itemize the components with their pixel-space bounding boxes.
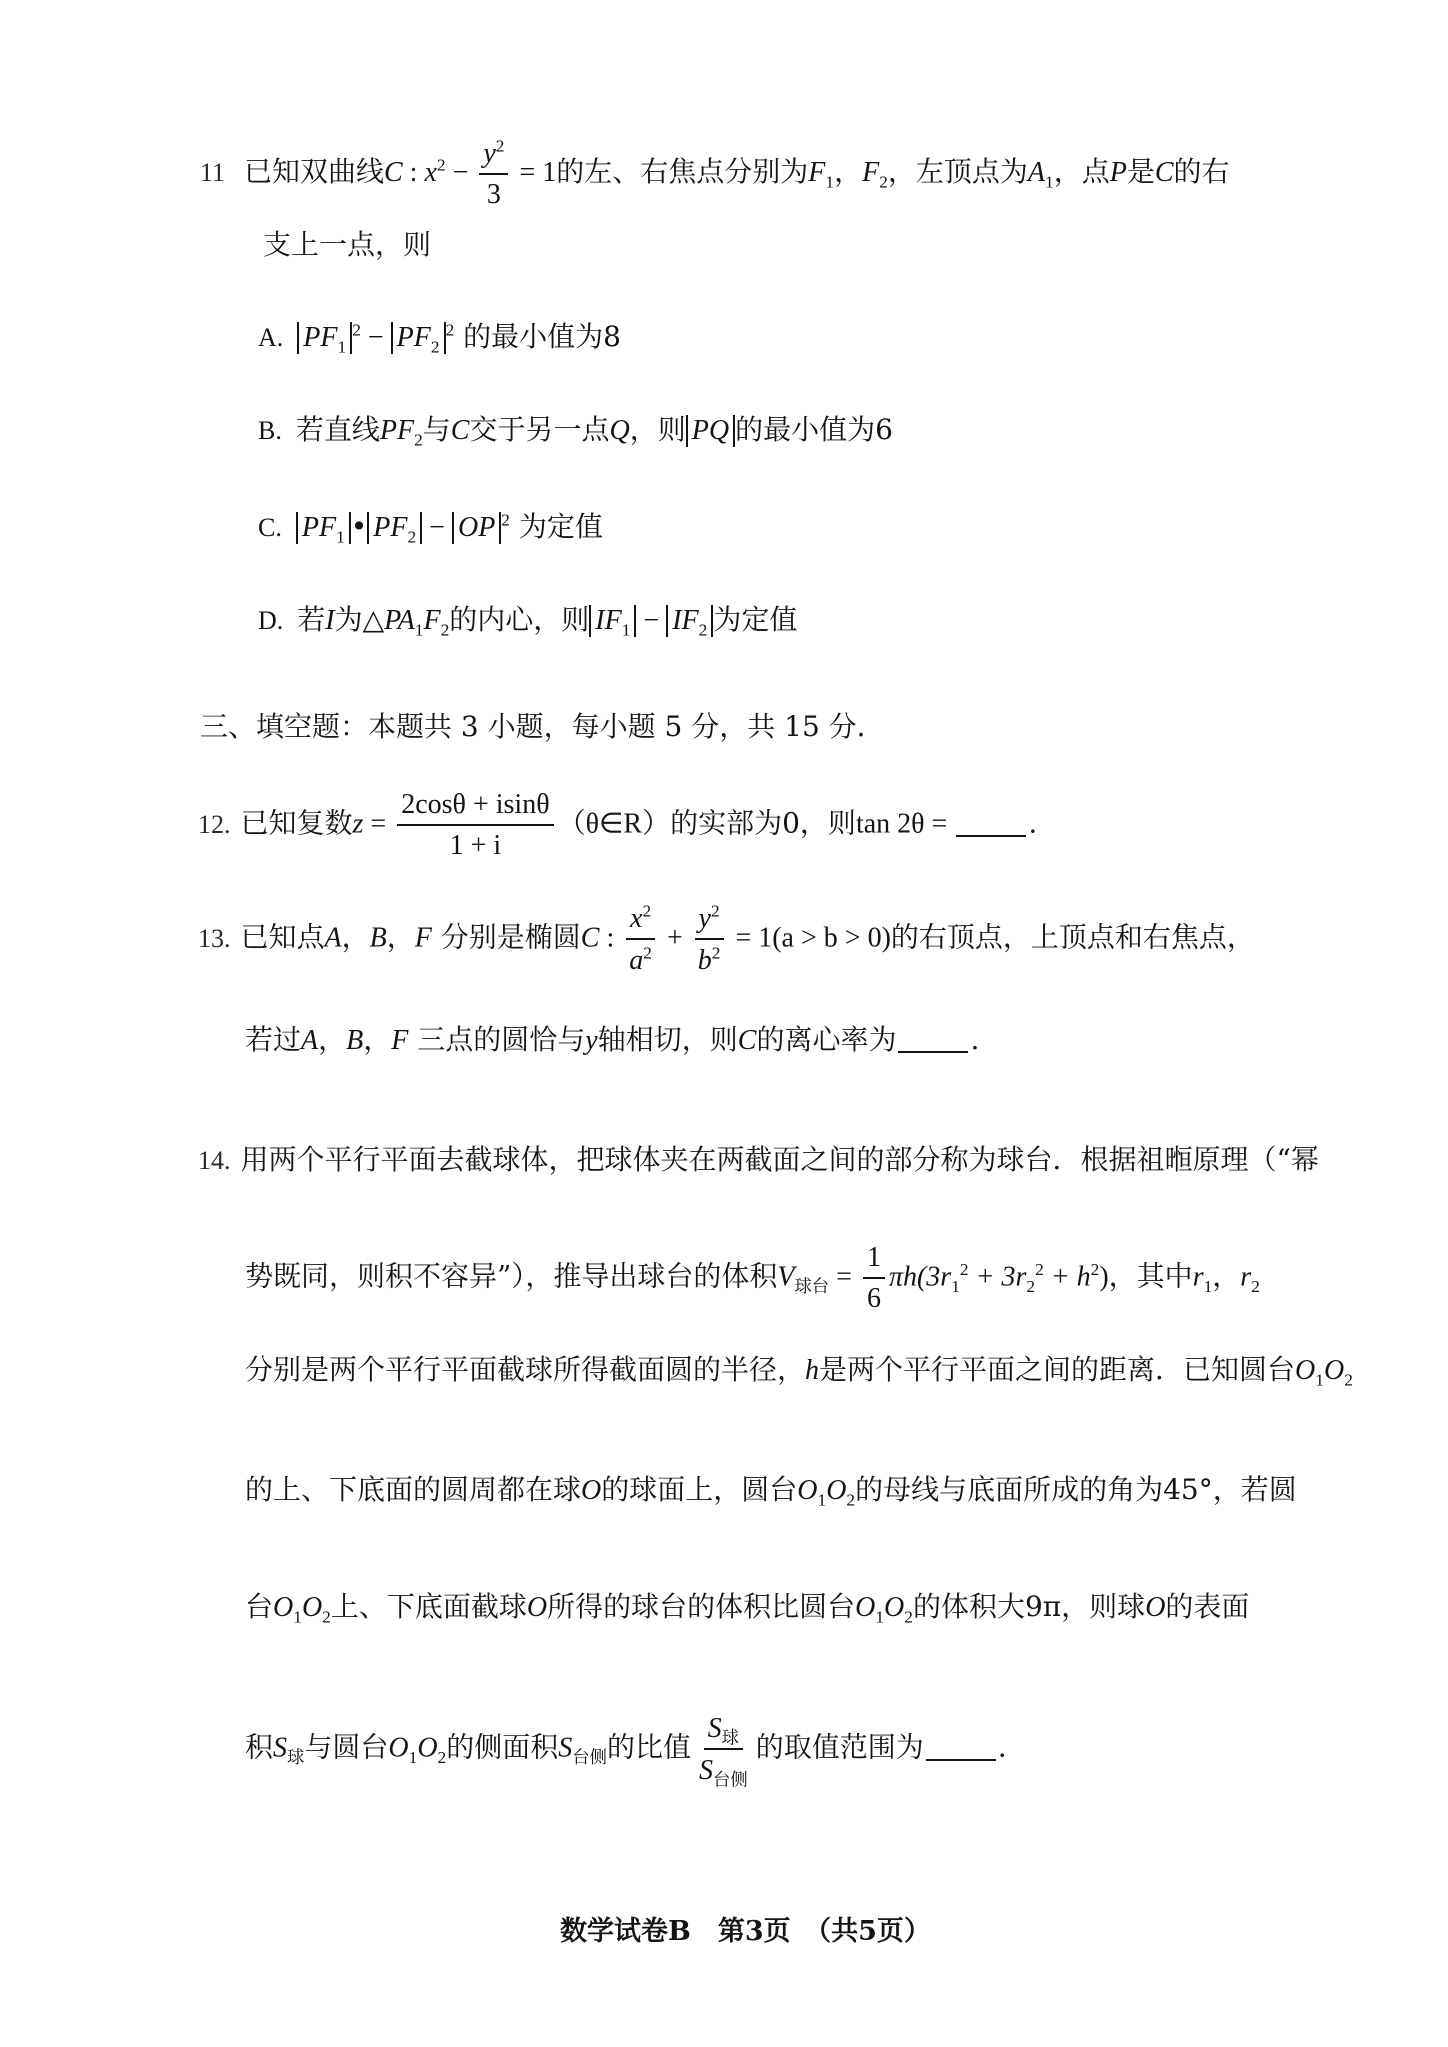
- math-condition: （θ∈R）: [557, 808, 671, 840]
- text: 的右: [1173, 155, 1230, 188]
- text: ，其中: [1108, 1259, 1193, 1293]
- math-expression: tan 2θ =: [855, 808, 955, 840]
- denominator: 3: [486, 179, 501, 210]
- math-symbol: +: [659, 922, 690, 954]
- math-var: O: [1295, 1355, 1316, 1386]
- math-var: C: [450, 415, 470, 446]
- text: 若: [297, 603, 326, 636]
- math-var: O: [797, 1475, 818, 1506]
- numerator: [704, 1710, 743, 1750]
- math-sub: 1: [336, 527, 345, 547]
- math-var: r: [1240, 1261, 1252, 1293]
- math-var: O: [855, 1592, 876, 1623]
- text: 与: [422, 413, 451, 446]
- q13-line2: [245, 1023, 979, 1058]
- text: 的左、右焦点分别为: [556, 155, 809, 188]
- math-sub: 2: [1251, 1277, 1260, 1297]
- math-var: O: [526, 1592, 548, 1623]
- math-sub: 2: [1026, 1277, 1036, 1297]
- text: 已知点: [240, 920, 325, 954]
- math-sup: 2: [352, 320, 361, 340]
- text: 的离心率为: [756, 1023, 897, 1056]
- text: 势既同，则积不容异”），推导出球台的体积: [245, 1259, 778, 1293]
- page-footer: [560, 1916, 931, 1948]
- math-symbol: =: [829, 1261, 859, 1293]
- math-sub: 1: [414, 620, 424, 640]
- abs: [367, 512, 422, 547]
- math-sub: 2: [322, 1607, 331, 1627]
- math-expression: = 1(a > b > 0): [728, 922, 891, 954]
- math-var: r: [1192, 1261, 1204, 1293]
- math-sub: 台侧: [712, 1770, 748, 1790]
- math-sup: 2: [436, 155, 446, 175]
- math-var: S: [273, 1732, 288, 1764]
- math-var: S: [707, 1713, 722, 1744]
- math-expression: + 3r: [968, 1261, 1027, 1293]
- text: 的比值: [606, 1730, 691, 1764]
- option-label: C.: [258, 513, 282, 542]
- math-sup: 2: [445, 320, 455, 340]
- math-var: PF: [301, 512, 337, 543]
- text: 为定值: [713, 603, 798, 636]
- math-sub: 1: [293, 1607, 302, 1627]
- q12: [198, 787, 1037, 863]
- text: 的侧面积: [446, 1730, 559, 1764]
- math-sub: 2: [430, 337, 440, 357]
- math-var: A: [324, 922, 342, 954]
- q11-option-b: [258, 413, 893, 448]
- math-var: b: [697, 945, 712, 976]
- text: ，左顶点为: [887, 155, 1028, 188]
- abs: [589, 605, 636, 640]
- q14-line5: [245, 1590, 1249, 1625]
- text: 用两个平行平面去截球体，把球体夹在两截面之间的部分称为球台．根据祖暅原理（“幂: [240, 1143, 1319, 1176]
- math-var: C: [737, 1025, 757, 1056]
- math-var: x: [424, 157, 437, 188]
- math-sup: 2: [501, 510, 510, 530]
- q11-option-c: [258, 510, 603, 545]
- math-sup: 2: [711, 943, 721, 963]
- math-var: O: [301, 1592, 323, 1623]
- text: 已知复数: [240, 806, 353, 840]
- math-symbol: :: [402, 157, 425, 188]
- text: 的右顶点，上顶点和右焦点，: [890, 920, 1255, 954]
- math-var: O: [417, 1732, 438, 1764]
- math-sup: 2: [1090, 1260, 1100, 1280]
- q14-line6: [245, 1710, 1007, 1788]
- q13-line1: [198, 900, 1255, 978]
- math-var: B: [346, 1025, 364, 1056]
- math-var: O: [1145, 1592, 1166, 1623]
- math-sup: 2: [495, 136, 505, 156]
- math-var: F: [808, 157, 826, 188]
- q14-line3: [245, 1353, 1353, 1388]
- math-var: C: [1154, 157, 1174, 188]
- text: 的上、下底面的圆周都在球: [245, 1473, 582, 1506]
- abs: [391, 322, 446, 357]
- math-var: O: [884, 1592, 905, 1623]
- math-sub: 1: [951, 1277, 960, 1297]
- math-var: O: [388, 1732, 409, 1764]
- math-sub: 2: [437, 1748, 447, 1768]
- text: .: [1028, 806, 1038, 840]
- text: 交于另一点: [469, 413, 610, 446]
- math-var: S: [558, 1732, 573, 1764]
- numerator: 1: [863, 1240, 885, 1279]
- q11-option-d: [258, 603, 797, 638]
- fraction: [397, 787, 553, 863]
- math-var: P: [1109, 157, 1127, 188]
- abs: [297, 322, 352, 357]
- q14-line4: [245, 1473, 1297, 1508]
- math-sub: 球台: [794, 1277, 830, 1297]
- math-var: O: [581, 1475, 602, 1506]
- math-var: PF: [303, 322, 338, 353]
- denominator: [695, 1750, 752, 1788]
- math-var: O: [826, 1475, 847, 1506]
- text: 三点的圆恰与: [417, 1023, 586, 1056]
- text: 分别是两个平行平面截球所得截面圆的半径，: [245, 1353, 806, 1386]
- text: 已知双曲线: [243, 155, 384, 188]
- math-sub: 台侧: [572, 1748, 607, 1768]
- text: 轴相切，则: [597, 1023, 738, 1056]
- denominator: 1 + i: [449, 830, 502, 861]
- math-var: F: [423, 605, 441, 636]
- text: 为△: [334, 603, 385, 636]
- math-sub: 1: [1315, 1370, 1324, 1390]
- denominator: [694, 940, 725, 978]
- abs: [686, 415, 735, 447]
- math-sub: 1: [337, 337, 347, 357]
- math-sup: 2: [1035, 1260, 1044, 1280]
- text: .: [970, 1023, 980, 1056]
- math-var: C: [383, 157, 403, 188]
- math-sub: 2: [698, 620, 708, 640]
- numerator: [626, 900, 655, 940]
- text: 积: [245, 1730, 274, 1764]
- math-symbol: = 1: [512, 157, 557, 188]
- numerator: 2cosθ + isinθ: [397, 787, 553, 826]
- math-sup: 2: [959, 1260, 969, 1280]
- text: 分别是椭圆: [440, 920, 581, 954]
- fraction: [625, 900, 656, 978]
- math-var: F: [391, 1025, 409, 1056]
- text: 若过: [245, 1023, 302, 1056]
- math-var: F: [414, 922, 432, 954]
- math-sub: 球: [287, 1748, 305, 1768]
- text: 是: [1126, 155, 1155, 188]
- math-sub: 1: [1203, 1277, 1213, 1297]
- fraction: [695, 1710, 752, 1788]
- text: 台: [245, 1590, 274, 1623]
- math-var: O: [273, 1592, 294, 1623]
- text: 的最小值为8: [463, 320, 621, 353]
- text: 的取值范围为: [755, 1730, 924, 1764]
- text: 是两个平行平面之间的距离．已知圆台: [819, 1353, 1296, 1386]
- text: 的最小值为6: [735, 413, 893, 446]
- question-number: 13.: [198, 923, 231, 953]
- text: ，则: [629, 413, 686, 446]
- question-number: 12.: [198, 809, 231, 839]
- math-symbol: =: [363, 808, 394, 840]
- q14-line2: [245, 1240, 1260, 1316]
- answer-blank: [898, 1051, 968, 1053]
- text: ，: [386, 920, 415, 954]
- text: ，: [834, 155, 863, 188]
- math-var: PF: [396, 322, 431, 353]
- math-sup: 2: [642, 901, 652, 921]
- math-var: y: [483, 138, 496, 169]
- math-sub: 2: [414, 430, 423, 450]
- text: 上、下底面截球: [330, 1590, 527, 1623]
- math-var: C: [580, 922, 600, 954]
- fraction: [694, 900, 725, 978]
- math-sup: 2: [710, 901, 720, 921]
- text: ，点: [1053, 155, 1110, 188]
- section-title: 三、填空题：本题共 3 小题，每小题 5 分，共 15 分．: [200, 710, 885, 743]
- math-var: PF: [379, 415, 415, 446]
- text: 若直线: [295, 413, 380, 446]
- text: 的球面上，圆台: [601, 1473, 798, 1506]
- q11-option-a: [258, 320, 621, 355]
- numerator: [695, 900, 724, 940]
- math-symbol: −: [445, 157, 476, 188]
- section-heading: [200, 710, 885, 744]
- answer-blank: [956, 835, 1026, 837]
- math-symbol: ): [1099, 1261, 1109, 1293]
- text: ，: [318, 1023, 347, 1056]
- math-var: y: [585, 1025, 598, 1056]
- math-sub: 1: [408, 1748, 418, 1768]
- option-label: A.: [258, 323, 284, 352]
- math-var: A: [1027, 157, 1046, 188]
- q11-line1: [200, 135, 1230, 212]
- math-expression: + h: [1043, 1261, 1091, 1293]
- denominator: 6: [866, 1283, 881, 1314]
- math-var: x: [630, 903, 643, 934]
- math-var: S: [698, 1755, 713, 1786]
- math-sub: 1: [825, 172, 835, 192]
- math-symbol: :: [599, 922, 622, 954]
- text: 与圆台: [304, 1730, 389, 1764]
- math-symbol: −: [636, 605, 667, 636]
- q11-line2: [263, 228, 431, 262]
- abs: [296, 512, 351, 547]
- text: 支上一点，则: [263, 228, 432, 261]
- math-sub: 1: [817, 1490, 827, 1510]
- fraction: [479, 135, 508, 212]
- math-sub: 2: [879, 172, 888, 192]
- text: ，: [1212, 1259, 1241, 1293]
- math-var: Q: [609, 415, 630, 446]
- option-label: D.: [258, 606, 284, 635]
- math-var: PQ: [691, 415, 730, 446]
- math-var: V: [777, 1261, 795, 1293]
- q14-line1: [198, 1143, 1319, 1177]
- math-expression: πh(3r: [888, 1261, 952, 1293]
- question-number: 14.: [198, 1146, 231, 1175]
- math-var: PF: [373, 512, 408, 543]
- math-var: IF: [672, 605, 699, 636]
- math-var: z: [352, 808, 364, 840]
- math-var: h: [805, 1355, 820, 1386]
- math-var: PA: [384, 605, 415, 636]
- math-var: B: [369, 922, 387, 954]
- math-var: A: [301, 1025, 319, 1056]
- math-var: I: [325, 605, 335, 636]
- math-sub: 2: [846, 1490, 856, 1510]
- math-sub: 球: [721, 1728, 740, 1748]
- fraction: [863, 1240, 885, 1316]
- math-var: O: [1323, 1355, 1345, 1386]
- abs: [452, 512, 501, 544]
- math-var: OP: [457, 512, 496, 543]
- math-sub: 1: [875, 1607, 885, 1627]
- math-var: F: [862, 157, 880, 188]
- math-sub: 2: [440, 620, 450, 640]
- denominator: [625, 940, 656, 978]
- math-symbol: −: [360, 322, 391, 353]
- math-sub: 1: [621, 620, 631, 640]
- math-sup: 2: [643, 943, 652, 963]
- text: 的体积大9π，则球: [912, 1590, 1146, 1623]
- text: 所得的球台的体积比圆台: [547, 1590, 856, 1623]
- numerator: [479, 135, 508, 175]
- math-sub: 2: [407, 527, 417, 547]
- math-sub: 2: [1344, 1370, 1353, 1390]
- math-var: y: [698, 903, 711, 934]
- math-var: a: [629, 945, 644, 976]
- math-var: IF: [595, 605, 622, 636]
- footer-text: 数学试卷B 第3页 （共5页）: [560, 1916, 931, 1947]
- text: ，: [341, 920, 370, 954]
- text: 的实部为0，则: [670, 806, 856, 840]
- answer-blank: [926, 1759, 996, 1761]
- math-symbol: •: [350, 510, 368, 543]
- abs: [666, 605, 713, 640]
- option-label: B.: [258, 416, 282, 445]
- text: 的母线与底面所成的角为45°，若圆: [855, 1473, 1297, 1506]
- text: .: [997, 1730, 1007, 1764]
- text: 为定值: [518, 510, 603, 543]
- math-symbol: −: [422, 512, 452, 543]
- text: 的表面: [1165, 1590, 1250, 1623]
- text: ，: [363, 1023, 392, 1056]
- text: 的内心，则: [449, 603, 590, 636]
- question-number: 11: [200, 158, 226, 187]
- math-sub: 2: [904, 1607, 913, 1627]
- math-sub: 1: [1045, 172, 1054, 192]
